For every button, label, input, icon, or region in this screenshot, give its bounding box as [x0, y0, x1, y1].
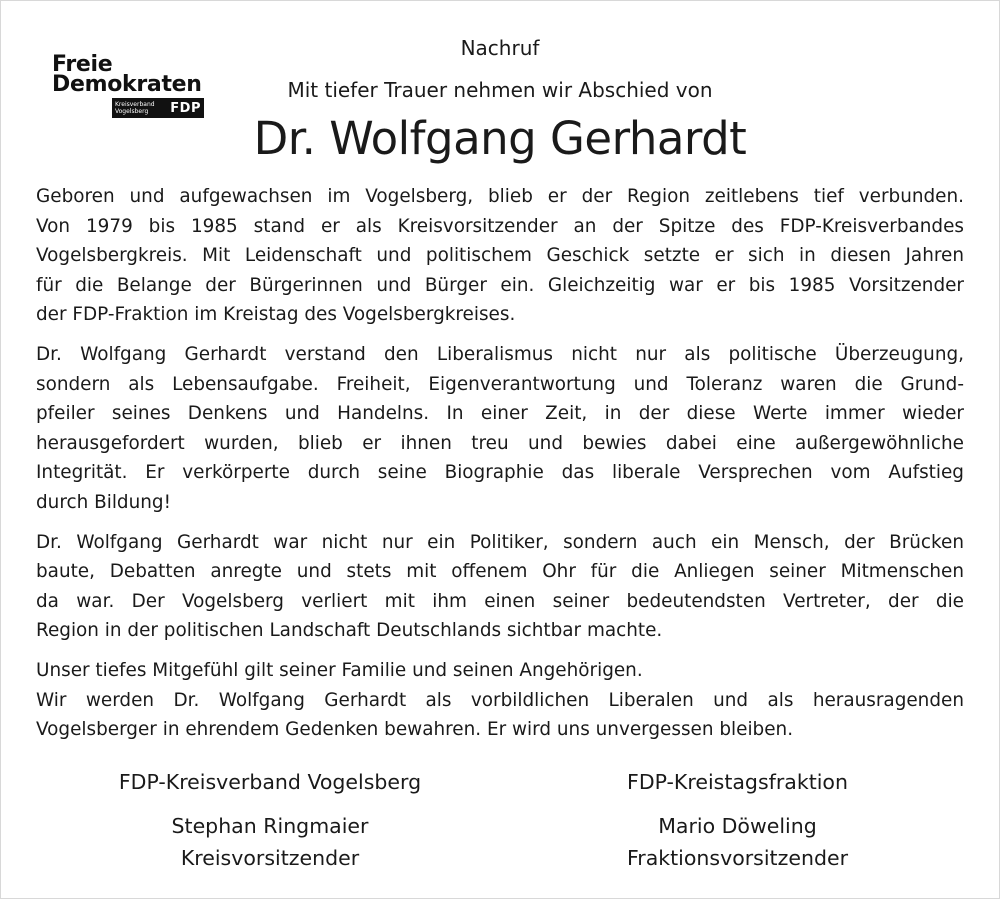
p4-line-3: Vogelsberger in ehrendem Gedenken bewahren. Er wird uns unvergessen bleiben.: [36, 719, 794, 741]
p2-line-4: herausgefordert wurden, blieb er ihnen treu und bewies dabei eine außergewöhnliche: [36, 432, 964, 454]
p1-line-5: der FDP-Fraktion im Kreistag des Vogelsbergkreises.: [36, 304, 516, 326]
p3-line-4: Region in der politischen Landschaft Deutschlands sichtbar machte.: [36, 620, 663, 642]
p2-line-5: Integrität. Er verkörperte durch seine Biographie das liberale Versprechen vom Aufstieg: [36, 462, 964, 484]
signature-right-name: Mario Döweling: [658, 814, 817, 838]
p2-line-3: pfeiler seines Denkens und Handelns. In einer Zeit, in der diese Werte immer wieder: [36, 403, 964, 425]
signature-left-name: Stephan Ringmaier: [171, 814, 369, 838]
p1-line-1: Geboren und aufgewachsen im Vogelsberg, blieb er der Region zeitlebens tief verbunden.: [36, 186, 964, 207]
logo-line-demokraten: Demokraten: [52, 72, 202, 97]
p2-line-6: durch Bildung!: [36, 491, 171, 513]
obituary-body: [36, 182, 964, 745]
logo-badge-kreisverband: Kreisverband: [115, 101, 155, 108]
logo-badge-fdp: FDP: [170, 100, 201, 116]
logo-badge-vogelsberg: Vogelsberg: [115, 108, 149, 115]
p4-line-1: Unser tiefes Mitgefühl gilt seiner Familie und seinen Angehörigen.: [36, 659, 643, 681]
paragraph-1: [36, 182, 964, 330]
heading-nachruf: Nachruf: [460, 36, 540, 60]
paragraph-2: [36, 340, 964, 518]
p3-line-1: Dr. Wolfgang Gerhardt war nicht nur ein Politiker, sondern auch ein Mensch, der Brücken: [36, 531, 964, 553]
paragraph-4: [36, 656, 964, 745]
p3-line-2: baute, Debatten anregte und stets mit offenem Ohr für die Anliegen seiner Mitmenschen: [36, 561, 964, 583]
signature-right-org: FDP-Kreistagsfraktion: [627, 770, 848, 794]
heading-name: Dr. Wolfgang Gerhardt: [253, 112, 747, 165]
paragraph-3: [36, 528, 964, 646]
p2-line-2: sondern als Lebensaufgabe. Freiheit, Eigenverantwortung und Toleranz waren die Grund-: [36, 373, 964, 395]
p1-line-4: für die Belange der Bürgerinnen und Bürger ein. Gleichzeitig war er bis 1985 Vorsitzender: [36, 274, 964, 296]
p1-line-2: Von 1979 bis 1985 stand er als Kreisvorsitzender an der Spitze des FDP-Kreisverbandes: [36, 215, 964, 237]
heading-trauer: Mit tiefer Trauer nehmen wir Abschied von: [287, 78, 713, 102]
signature-right-role: Fraktionsvorsitzender: [626, 846, 849, 870]
p2-line-1: Dr. Wolfgang Gerhardt verstand den Liberalismus nicht nur als politische Überzeugung,: [36, 343, 964, 365]
signature-left-role: Kreisvorsitzender: [180, 846, 360, 870]
p3-line-3: da war. Der Vogelsberg verliert mit ihm einen seiner bedeutendsten Vertreter, der die: [36, 590, 964, 612]
signature-left-org: FDP-Kreisverband Vogelsberg: [118, 770, 422, 794]
p1-line-3: Vogelsbergkreis. Mit Leidenschaft und politischem Geschick setzte er sich in diesen Jahren: [36, 245, 964, 267]
logo-line-freie: Freie: [52, 52, 113, 77]
p4-line-2: Wir werden Dr. Wolfgang Gerhardt als vorbildlichen Liberalen und als herausragenden: [36, 689, 964, 711]
